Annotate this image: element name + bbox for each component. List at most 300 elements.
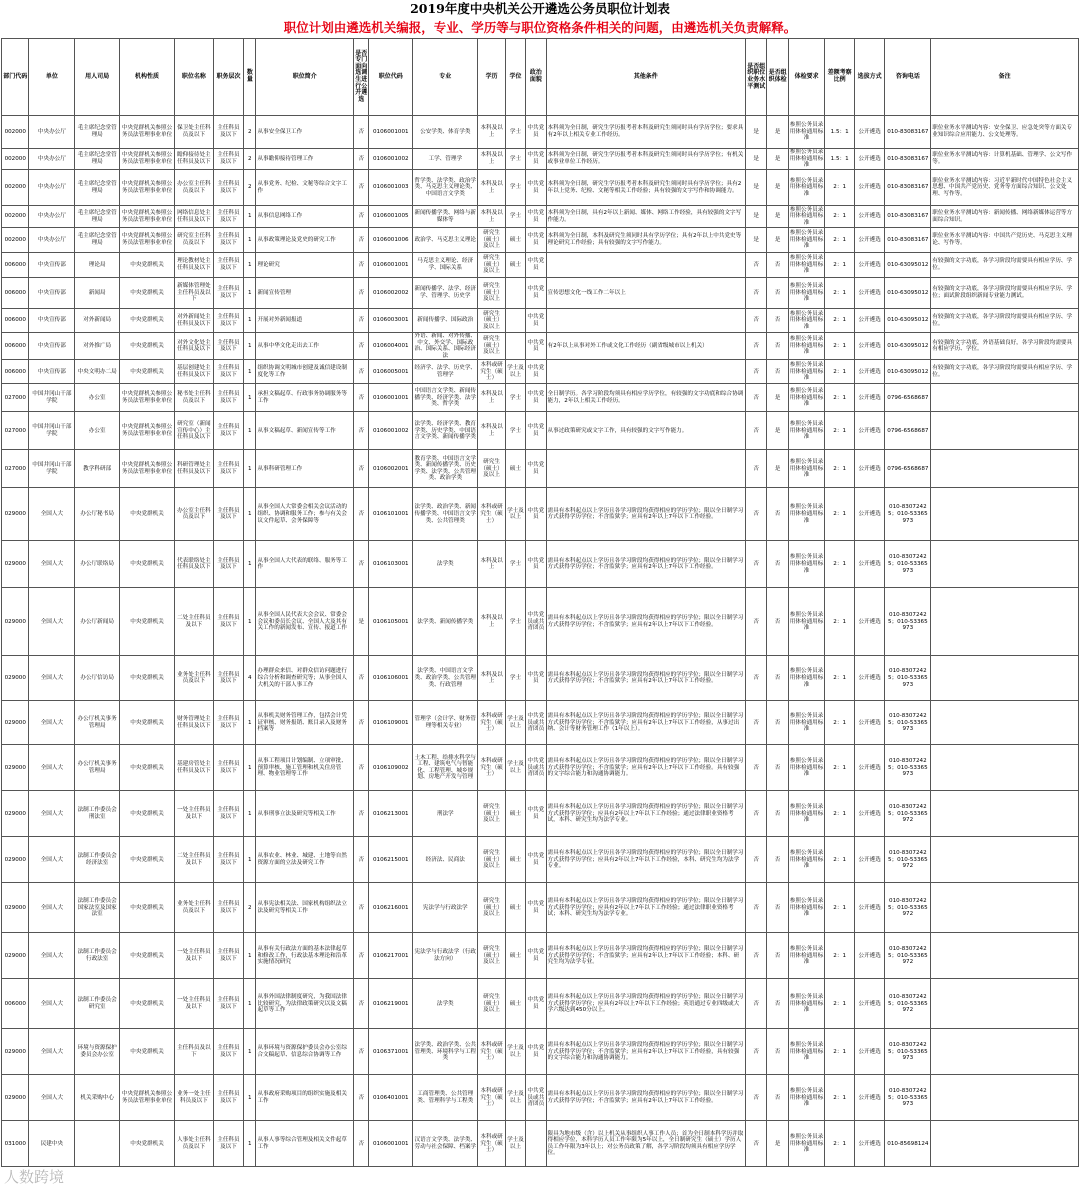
table-cell: 0106103001: [369, 541, 413, 588]
table-cell: 办公室: [75, 384, 120, 412]
table-cell: 公安学类、体育学类: [413, 116, 478, 149]
table-cell: 本科或研究生（硕士）: [478, 488, 505, 541]
table-cell: [931, 701, 1079, 745]
table-cell: [931, 883, 1079, 933]
table-cell: 经济学、法学、历史学、管理学: [413, 360, 478, 384]
table-cell: 否: [746, 412, 767, 450]
table-cell: 否: [354, 116, 369, 149]
table-cell: 2：1: [825, 933, 855, 979]
table-row: [2, 253, 1079, 278]
column-header: 选拔方式: [854, 39, 885, 116]
table-cell: 中央办公厅: [29, 116, 75, 149]
table-cell: 全国人大: [29, 745, 75, 791]
table-cell: 法学类、经济学类、教育学类、历史学类、中国语言文学类、新闻传播学类: [413, 412, 478, 450]
table-cell: 主任科员及以下: [213, 656, 244, 701]
table-cell: 从事全国人民代表大会会议、常委会会议和委员长会议、全国人大及其有关工作的新闻发布、宣传、报道工作: [256, 588, 354, 656]
table-cell: 否: [767, 883, 788, 933]
column-header: 学历: [478, 39, 505, 116]
table-cell: 否: [354, 541, 369, 588]
table-cell: 否: [746, 933, 767, 979]
table-cell: 中共党员或共青团员: [526, 588, 546, 656]
table-cell: [931, 791, 1079, 837]
table-cell: 0106219001: [369, 979, 413, 1029]
table-cell: 010-83072425；010-53365973: [885, 745, 931, 791]
column-header: 专业: [413, 39, 478, 116]
table-cell: 组织协调文明城市创建及诚信建设制度化等工作: [256, 360, 354, 384]
table-cell: 有较强的文字功底，各学习阶段均需要具有相应学历、学位；面试阶段组织新闻专业能力测试。: [931, 278, 1079, 309]
table-cell: 需具有本科起点以上学历且各学习阶段均获得相应的学历学位；限以全日制学习方式获得学历学位；应具有2年以上7年以下工作经验；通过法律职业资格考试；本科、研究生均为法学专业。: [546, 883, 746, 933]
table-cell: 本科须为全日制，本科及研究生须同时具有学历学位；具有2年以上中共党史等理论研究工作经验；具有较强的文字写作能力。: [546, 228, 746, 253]
table-cell: 参照公务员录用体检通用标准: [788, 488, 825, 541]
table-cell: 中共党员: [526, 149, 546, 170]
table-cell: 公开遴选: [854, 933, 885, 979]
table-row: [2, 450, 1079, 488]
table-cell: 参照公务员录用体检通用标准: [788, 116, 825, 149]
column-header: 是否组织职位业务水平测试: [746, 39, 767, 116]
table-cell: 毛主席纪念堂管理局: [75, 116, 120, 149]
table-cell: 2：1: [825, 791, 855, 837]
table-cell: 是: [746, 116, 767, 149]
table-cell: 学士: [505, 116, 525, 149]
table-cell: 中央宣传部: [29, 360, 75, 384]
table-cell: 全国人大: [29, 588, 75, 656]
table-cell: 否: [354, 933, 369, 979]
column-header: 体检要求: [788, 39, 825, 116]
table-cell: [526, 1121, 546, 1167]
table-cell: 有2年以上从事对外工作或文化工作经历（副省级城市以上机关）: [546, 333, 746, 360]
table-cell: 参照公务员录用体检通用标准: [788, 1121, 825, 1167]
table-cell: 需具有本科起点以上学历且各学习阶段均获得相应的学历学位；限以全日制学习方式获得学历学位；不含监狱学；应具有2年以上7年以下工作经验，从事过出纳、会计等财务管理工作（1年以上）。: [546, 701, 746, 745]
table-cell: 中共党员: [526, 837, 546, 883]
table-cell: 一处主任科员及以下: [175, 933, 214, 979]
table-cell: 是: [746, 170, 767, 206]
table-cell: 010-83083167: [885, 149, 931, 170]
table-cell: 2：1: [825, 745, 855, 791]
table-cell: 主任科员及以下: [213, 450, 244, 488]
table-cell: 否: [354, 701, 369, 745]
table-cell: 学士: [505, 588, 525, 656]
table-cell: 管理学（会计学、财务管理等相关专业）: [413, 701, 478, 745]
table-cell: [931, 1121, 1079, 1167]
table-cell: 对外新闻处主任科员及以下: [175, 309, 214, 333]
table-cell: 中央党群机关: [120, 933, 175, 979]
table-cell: 002000: [2, 228, 29, 253]
table-cell: 是: [767, 206, 788, 228]
table-cell: 是: [767, 412, 788, 450]
table-cell: 办公室主任科员及以下: [175, 488, 214, 541]
table-cell: 029000: [2, 1075, 29, 1121]
table-cell: 2：1: [825, 837, 855, 883]
table-cell: 否: [354, 791, 369, 837]
table-cell: 职位业务水平测试内容：新闻传播、网络新媒体运营等方面综合知识。: [931, 206, 1079, 228]
table-cell: 029000: [2, 541, 29, 588]
table-cell: 本科及以上: [478, 384, 505, 412]
table-row: [2, 206, 1079, 228]
table-cell: 否: [354, 228, 369, 253]
table-cell: 否: [767, 837, 788, 883]
table-cell: 全国人大: [29, 541, 75, 588]
table-cell: 公开遴选: [854, 656, 885, 701]
table-cell: 政治学、马克思主义理论: [413, 228, 478, 253]
table-cell: 硕士: [505, 450, 525, 488]
table-row: [2, 656, 1079, 701]
table-cell: 对外新闻局: [75, 309, 120, 333]
table-cell: 2：1: [825, 253, 855, 278]
table-cell: 环境与资源保护委员会办公室: [75, 1029, 120, 1075]
table-cell: 业务处主任科员及以下: [175, 883, 214, 933]
table-cell: 本科及以上: [478, 588, 505, 656]
column-header: 是否专门面向选调生进行公开遴选: [354, 39, 369, 116]
table-cell: 办公厅秘书局: [75, 488, 120, 541]
table-cell: 否: [354, 206, 369, 228]
table-cell: 否: [767, 278, 788, 309]
table-cell: 研究室主任科员及以下: [175, 228, 214, 253]
table-cell: 需具有本科起点以上学历且各学习阶段均获得相应的学历学位；限以全日制学习方式获得学历学位；不含监狱学；应具有2年以上7年以下工作经验。: [546, 588, 746, 656]
table-cell: 代表联络处主任科员及以下: [175, 541, 214, 588]
table-cell: 否: [767, 1029, 788, 1075]
table-cell: 从事全国人大代表的联络、服务等工作: [256, 541, 354, 588]
table-cell: 办公厅机关事务管理局: [75, 745, 120, 791]
table-cell: 职位业务水平测试内容：习近平新时代中国特色社会主义思想、中国共产党历史、党务等方面综合知识、公文处理、写作等。: [931, 170, 1079, 206]
table-cell: 否: [354, 1121, 369, 1167]
table-cell: 否: [354, 360, 369, 384]
table-cell: 本科或研究生（硕士）: [478, 701, 505, 745]
table-cell: 否: [746, 1121, 767, 1167]
table-cell: 主任科员及以下: [213, 883, 244, 933]
table-cell: 否: [354, 278, 369, 309]
table-cell: 需具有本科起点以上学历且各学习阶段均获得相应的学历学位；限以全日制学习方式获得学历学位；不含监狱学；应具有2年以上7年以下工作经验。: [546, 1075, 746, 1121]
table-cell: 学士: [505, 412, 525, 450]
table-cell: 公开遴选: [854, 541, 885, 588]
table-row: [2, 541, 1079, 588]
table-cell: 2：1: [825, 541, 855, 588]
table-cell: 工商管理类、公共管理类、管理科学与工程类: [413, 1075, 478, 1121]
table-cell: 新媒体管理处主任科员及以下: [175, 278, 214, 309]
table-cell: 毛主席纪念堂管理局: [75, 228, 120, 253]
table-cell: 0106001002: [369, 412, 413, 450]
table-cell: 中共党员或共青团员: [526, 1075, 546, 1121]
table-cell: 中央党群机关参照公务员法管理事业单位: [120, 149, 175, 170]
table-cell: 中共党员: [526, 333, 546, 360]
table-cell: 否: [746, 360, 767, 384]
table-cell: 2: [244, 170, 256, 206]
table-row: [2, 1075, 1079, 1121]
table-cell: 1: [244, 278, 256, 309]
table-cell: 0106217001: [369, 933, 413, 979]
table-cell: 办公厅信访局: [75, 656, 120, 701]
table-cell: 研究生（硕士）及以上: [478, 450, 505, 488]
column-header: 咨询电话: [885, 39, 931, 116]
table-cell: 办公室主任科员及以下: [175, 170, 214, 206]
table-cell: 002000: [2, 170, 29, 206]
table-cell: 否: [354, 1075, 369, 1121]
table-cell: 1: [244, 412, 256, 450]
table-cell: [931, 745, 1079, 791]
table-cell: 中共党员: [526, 253, 546, 278]
table-cell: 办公厅新闻局: [75, 588, 120, 656]
table-cell: 否: [746, 791, 767, 837]
table-cell: 参照公务员录用体检通用标准: [788, 170, 825, 206]
table-cell: 主任科员及以下: [213, 384, 244, 412]
column-header: 职务层次: [213, 39, 244, 116]
table-cell: 从事政策理论及党史的研究工作: [256, 228, 354, 253]
table-cell: 1.5：1: [825, 116, 855, 149]
table-cell: 029000: [2, 488, 29, 541]
table-cell: 学士及以上: [505, 1121, 525, 1167]
header-row: [2, 39, 1079, 116]
table-cell: 需具有本科起点以上学历且各学习阶段均获得相应的学历学位；限以全日制学习方式获得学历学位；应具有2年以上7年以下工作经验；通过法律职业资格考试，本科、研究生均为法学专业。: [546, 791, 746, 837]
table-cell: 029000: [2, 588, 29, 656]
table-cell: 法制工作委员会行政法室: [75, 933, 120, 979]
table-cell: 中央党群机关: [120, 488, 175, 541]
table-cell: 0106001005: [369, 206, 413, 228]
table-cell: [546, 360, 746, 384]
table-cell: 中国井冈山干部学院: [29, 450, 75, 488]
table-cell: 中共党员: [526, 412, 546, 450]
table-cell: 公开遴选: [854, 309, 885, 333]
table-cell: 0106002002: [369, 278, 413, 309]
table-cell: 主任科员及以下: [213, 412, 244, 450]
table-cell: [931, 979, 1079, 1029]
table-cell: 029000: [2, 1029, 29, 1075]
table-row: [2, 170, 1079, 206]
table-cell: 010-83083167: [885, 170, 931, 206]
table-cell: 是: [767, 149, 788, 170]
table-cell: 从事工程项目计划编制、立项审批、预算审核、施工管理和机关住房管理、物业管理等工作: [256, 745, 354, 791]
table-cell: 主任科员及以下: [213, 228, 244, 253]
table-cell: 0106004001: [369, 333, 413, 360]
table-cell: 0106213001: [369, 791, 413, 837]
table-cell: 否: [746, 588, 767, 656]
table-cell: 中央党群机关参照公务员法管理事业单位: [120, 228, 175, 253]
table-cell: 从事有关行政法方面的基本法律起草和修改工作，行政法基本理论和沿革实施情况研究: [256, 933, 354, 979]
table-cell: 研究生（硕士）及以上: [478, 791, 505, 837]
table-cell: 中央党群机关参照公务员法管理事业单位: [120, 450, 175, 488]
table-cell: 外语、新闻、对外传播、中文、外交学、国际政治、国际关系、国际经济法: [414, 333, 477, 359]
column-header: 备注: [931, 39, 1079, 116]
table-cell: 029000: [2, 745, 29, 791]
table-cell: 010-63095012: [885, 333, 931, 360]
table-cell: 教学科研部: [75, 450, 120, 488]
table-cell: 029000: [2, 791, 29, 837]
table-cell: 2: [244, 149, 256, 170]
table-row: [2, 745, 1079, 791]
table-cell: 010-83072425；010-53365973: [885, 701, 931, 745]
table-cell: 中央党群机关: [120, 979, 175, 1029]
table-cell: 中央党群机关: [120, 656, 175, 701]
table-cell: 本科及以上: [478, 149, 505, 170]
table-cell: 是: [746, 149, 767, 170]
table-cell: 硕士: [505, 979, 525, 1029]
table-cell: 否: [746, 488, 767, 541]
table-cell: 主任科员及以下: [213, 253, 244, 278]
table-cell: 对外文化处主任科员及以下: [175, 333, 214, 360]
table-cell: 中共党员: [526, 228, 546, 253]
table-cell: 029000: [2, 837, 29, 883]
table-cell: 否: [746, 384, 767, 412]
table-cell: 否: [354, 488, 369, 541]
table-cell: 法学类: [413, 541, 478, 588]
table-cell: 法学类、政治学类、公共管理类、环境科学与工程类: [413, 1029, 478, 1075]
table-cell: 主任科员及以下: [213, 1029, 244, 1075]
table-cell: 0796-6568687: [885, 412, 931, 450]
table-cell: 2：1: [825, 170, 855, 206]
table-row: [2, 309, 1079, 333]
table-cell: 是: [746, 228, 767, 253]
table-cell: 硕士: [505, 228, 525, 253]
table-cell: 029000: [2, 933, 29, 979]
table-cell: 公开遴选: [854, 1029, 885, 1075]
table-cell: 公开遴选: [854, 412, 885, 450]
table-cell: 研究室（新闻宣传中心）主任科员及以下: [175, 412, 214, 450]
table-cell: 002000: [2, 206, 29, 228]
table-cell: 中央党群机关: [120, 360, 175, 384]
table-cell: 010-63095012: [885, 278, 931, 309]
table-cell: 1: [244, 333, 256, 360]
table-cell: 否: [767, 488, 788, 541]
table-cell: 开展对外新闻报道: [256, 309, 354, 333]
table-cell: 中央办公厅: [29, 228, 75, 253]
table-cell: 1: [244, 360, 256, 384]
table-row: [2, 149, 1079, 170]
table-cell: 宣传思想文化一线工作二年以上: [546, 278, 746, 309]
table-cell: 2：1: [825, 228, 855, 253]
table-cell: 否: [354, 149, 369, 170]
table-cell: 010-83072425；010-53365973: [885, 588, 931, 656]
table-cell: 从事过政策研究或文字工作，具有较强的文字写作能力。: [546, 412, 746, 450]
table-cell: 本科及以上: [478, 116, 505, 149]
table-cell: 1: [244, 933, 256, 979]
table-cell: 从事外国法律制度研究，为我国法律比较研究，为法律政策研究以及文稿起草等工作: [256, 979, 354, 1029]
table-cell: 010-85698124: [885, 1121, 931, 1167]
table-cell: 刑法学: [413, 791, 478, 837]
table-cell: 职位业务水平测试内容：安全保卫、应急处突等方面关专业知识综合应用能力、公文处理等。: [931, 116, 1079, 149]
table-cell: 全国人大: [29, 933, 75, 979]
column-header: 部门代码: [2, 39, 29, 116]
table-cell: 0106001001: [369, 116, 413, 149]
table-cell: 公开遴选: [854, 278, 885, 309]
table-cell: 参照公务员录用体检通用标准: [788, 1029, 825, 1075]
table-cell: 010-63095012: [885, 309, 931, 333]
column-header: 职位代码: [369, 39, 413, 116]
table-cell: 中共党员: [526, 206, 546, 228]
table-cell: 是: [767, 228, 788, 253]
table-cell: 0106401001: [369, 1075, 413, 1121]
table-cell: 法学类、政治学类、新闻传播学类、中国语言文学类、公共管理类: [413, 488, 478, 541]
table-cell: 从事人事等综合管理及相关文件起草工作: [256, 1121, 354, 1167]
table-cell: 否: [354, 1029, 369, 1075]
table-cell: 1: [244, 1075, 256, 1121]
table-cell: 从事全国人大常委会相关会议活动的组织、协调和服务工作；参与有关会议文件起草、会务保障等: [256, 488, 354, 541]
table-cell: 1: [244, 384, 256, 412]
table-cell: 新闻宣传管理: [256, 278, 354, 309]
table-row: [2, 933, 1079, 979]
table-cell: 毛主席纪念堂管理局: [75, 206, 120, 228]
table-cell: 本科及以上: [478, 206, 505, 228]
table-cell: 公开遴选: [854, 791, 885, 837]
table-cell: 1: [244, 701, 256, 745]
table-cell: 参照公务员录用体检通用标准: [788, 384, 825, 412]
table-cell: 否: [354, 979, 369, 1029]
table-cell: 0106216001: [369, 883, 413, 933]
table-cell: 中央宣传部: [29, 309, 75, 333]
table-cell: 0106002001: [369, 450, 413, 488]
table-cell: 业务处主任科员及以下: [175, 656, 214, 701]
table-cell: 硕士: [505, 837, 525, 883]
table-cell: 公开遴选: [854, 360, 885, 384]
table-row: [2, 1029, 1079, 1075]
table-cell: 本科及以上: [478, 412, 505, 450]
table-cell: 中共党员: [526, 1029, 546, 1075]
table-cell: 中央办公厅: [29, 170, 75, 206]
table-cell: 否: [767, 656, 788, 701]
table-cell: 需具有本科起点以上学历且各学习阶段均获得相应的学历学位；限以全日制学习方式获得学历学位；应具有2年以上7年以下工作经验；英语通过专业四级或大学六级达到450分以上。: [546, 979, 746, 1029]
table-cell: 中央党群机关: [120, 278, 175, 309]
table-cell: [931, 933, 1079, 979]
table-cell: 全国人大: [29, 837, 75, 883]
table-cell: 否: [746, 837, 767, 883]
table-cell: 办公厅机关事务管理局: [75, 701, 120, 745]
table-cell: 010-83072425；010-53365973: [885, 488, 931, 541]
table-cell: 主任科员及以下: [213, 149, 244, 170]
table-cell: 从事机关财务管理工作，包括会计凭证审核、财务报销、账目录入及财务档案等: [256, 701, 354, 745]
table-cell: 否: [767, 979, 788, 1029]
table-cell: 参照公务员录用体检通用标准: [788, 1075, 825, 1121]
table-cell: 否: [354, 837, 369, 883]
table-cell: 否: [767, 360, 788, 384]
column-header: 差额考察比例: [825, 39, 855, 116]
table-cell: 学士: [505, 384, 525, 412]
table-cell: 2：1: [825, 450, 855, 488]
table-row: [2, 883, 1079, 933]
table-cell: 中国井冈山干部学院: [29, 412, 75, 450]
table-cell: 否: [767, 1075, 788, 1121]
table-cell: [505, 333, 525, 360]
table-cell: 中共党员: [526, 384, 546, 412]
table-cell: 2：1: [825, 206, 855, 228]
table-cell: 公开遴选: [854, 745, 885, 791]
table-cell: 010-83072425；010-53365973: [885, 541, 931, 588]
table-cell: 2：1: [825, 883, 855, 933]
table-cell: 主任科员及以下: [213, 488, 244, 541]
table-cell: 基建房管处主任科员及以下: [175, 745, 214, 791]
table-cell: 研究生（硕士）及以上: [478, 278, 505, 309]
table-cell: 0106001003: [369, 170, 413, 206]
table-cell: 否: [767, 588, 788, 656]
table-cell: [546, 450, 746, 488]
table-cell: 民建中央: [29, 1121, 75, 1167]
table-cell: 否: [746, 745, 767, 791]
table-cell: 瞻仰接待处主任科员及以下: [175, 149, 214, 170]
table-cell: 需具有本科起点以上学历且各学习阶段均获得相应的学历学位；限以全日制学习方式获得学历学位；不含监狱学；应具有2年以上7年以下工作经验。: [546, 656, 746, 701]
table-cell: 1: [244, 1121, 256, 1167]
column-header: 是否组织体检: [767, 39, 788, 116]
table-cell: 毛主席纪念堂管理局: [75, 170, 120, 206]
table-cell: 否: [354, 253, 369, 278]
table-cell: 2：1: [825, 979, 855, 1029]
table-cell: 否: [767, 791, 788, 837]
table-cell: 主任科员及以下: [213, 360, 244, 384]
table-cell: 全国人大: [29, 701, 75, 745]
table-cell: 研究生（硕士）及以上: [478, 253, 505, 278]
table-cell: 一处主任科员及以下: [175, 791, 214, 837]
table-cell: 中央办公厅: [29, 149, 75, 170]
table-cell: 从事宪法相关法、国家机构组织法立法及研究等相关工作: [256, 883, 354, 933]
table-cell: 0796-6568687: [885, 450, 931, 488]
table-cell: 需具有本科起点以上学历且各学习阶段均获得相应的学历学位；限以全日制学习方式获得学历学位；不含监狱学；应具有2年以上7年以下工作经验。具有较强的文字综合能力和沟通协调能力。: [546, 745, 746, 791]
table-cell: 职位业务水平测试内容：中国共产党历史、马克思主义理论、写作等。: [931, 228, 1079, 253]
table-cell: 2：1: [825, 412, 855, 450]
